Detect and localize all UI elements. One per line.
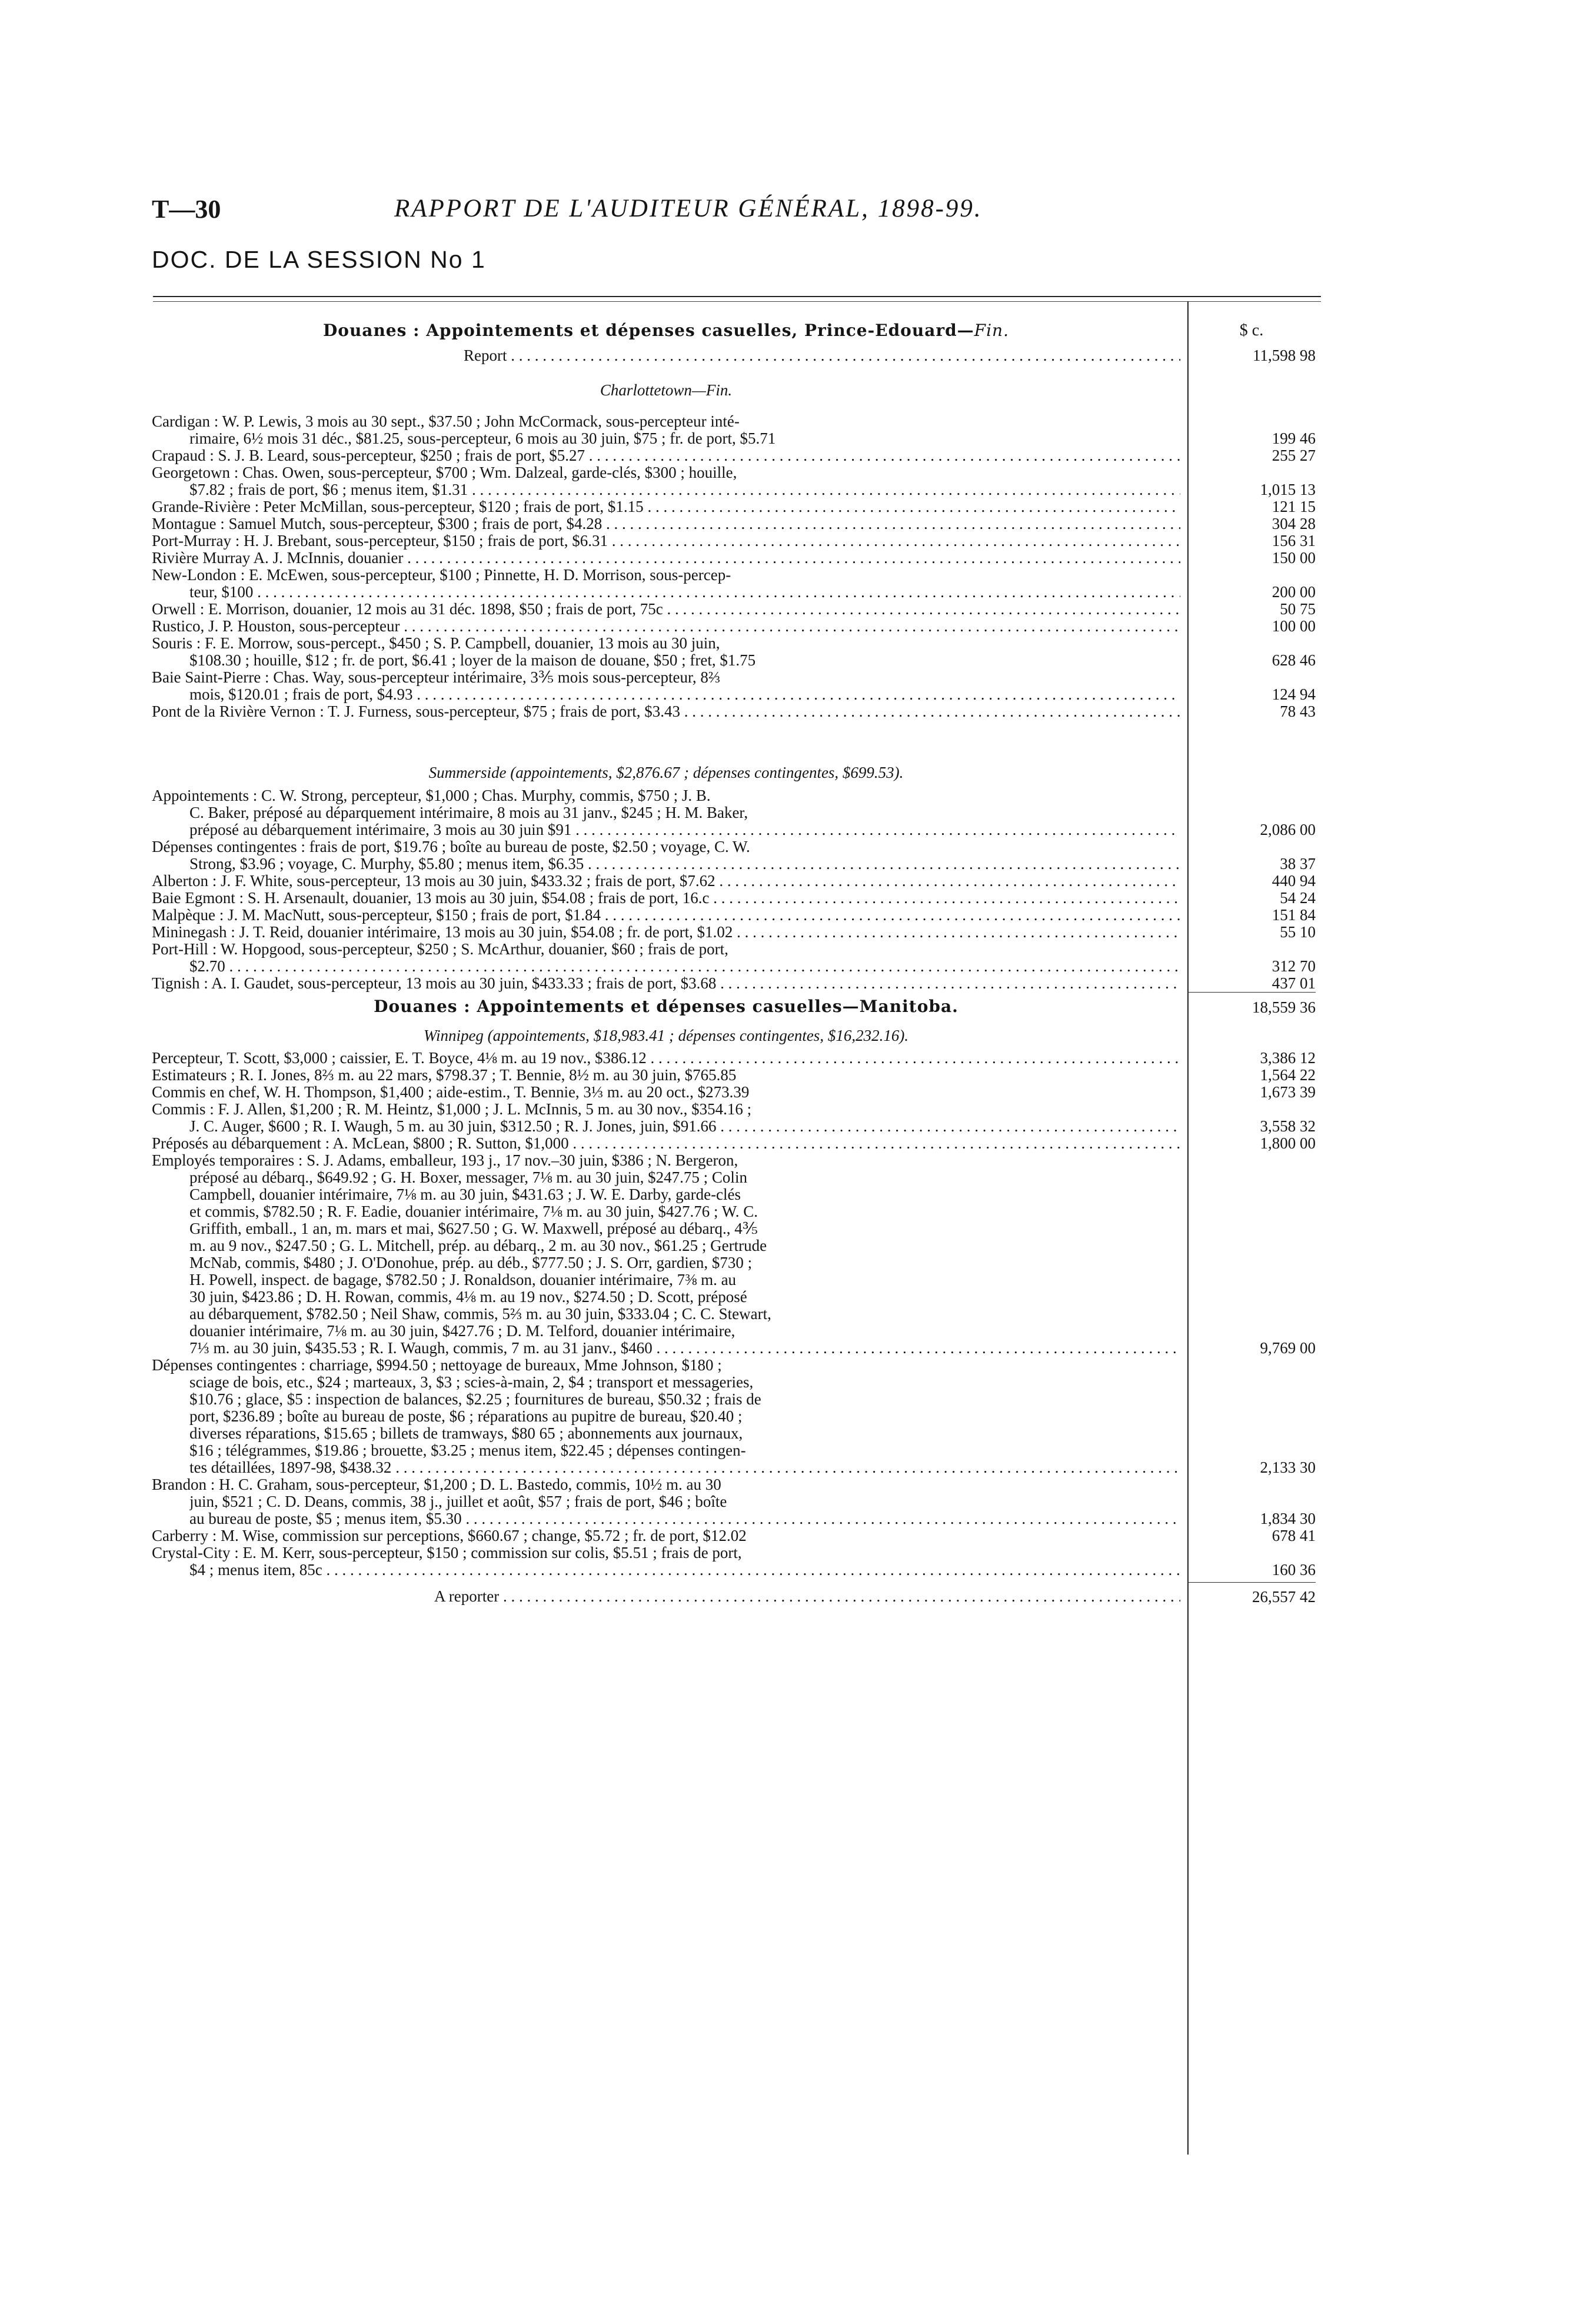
ledger-line-amount: 1,834 30 (1260, 1510, 1316, 1527)
ledger-line-text: $2.70 . . . (189, 958, 1180, 975)
ledger-line-amount: 437 01 (1272, 974, 1316, 992)
ledger-line (152, 1561, 1323, 1579)
ledger-line-text: J. C. Auger, $600 ; R. I. Waugh, 5 m. au 30 juin, $312.50 ; R. J. Jones, juin, $91.66 . . . (189, 1118, 1180, 1135)
ledger-line (152, 1323, 1323, 1340)
ledger-line (152, 821, 1323, 838)
ledger-line (152, 1203, 1323, 1220)
pei-entries (152, 413, 1323, 720)
ledger-line (152, 1084, 1323, 1101)
ledger-line-text: Cardigan : W. P. Lewis, 3 mois au 30 sept., $37.50 ; John McCormack, sous-percepteur inté- (152, 413, 740, 430)
section-heading-fin: Fin. (974, 321, 1009, 340)
ledger-line-text: Brandon : H. C. Graham, sous-percepteur, $1,200 ; D. L. Bastedo, commis, 10½ m. au 30 (152, 1476, 721, 1493)
ledger-line (152, 703, 1323, 720)
ledger-line-text: $7.82 ; frais de port, $6 ; menus item, $1.31 . . . (189, 481, 1180, 498)
ledger-line (152, 1459, 1323, 1476)
ledger-line (152, 1271, 1323, 1288)
section-heading-text: Douanes : Appointements et dépenses casuelles, Prince-Edouard— (322, 321, 974, 340)
ledger-line-text: mois, $120.01 ; frais de port, $4.93 . . . (189, 686, 1180, 703)
areporter-row (152, 1582, 1323, 1610)
ledger-line-text: Rivière Murray A. J. McInnis, douanier . . . (152, 550, 1180, 567)
ledger-line (152, 601, 1323, 618)
ledger-line (152, 1306, 1323, 1323)
ledger-line-text: Préposés au débarquement : A. McLean, $800 ; R. Sutton, $1,000 . . . (152, 1135, 1180, 1152)
ledger-line (152, 413, 1323, 430)
ledger-line (152, 1101, 1323, 1118)
ledger-line-text: diverses réparations, $15.65 ; billets de tramways, $80 65 ; abonnements aux journaux, (189, 1425, 743, 1442)
ledger-line-text: Rustico, J. P. Houston, sous-percepteur . . . (152, 618, 1180, 635)
ledger-line-amount: 156 31 (1272, 532, 1316, 550)
ledger-line-amount: 200 00 (1272, 583, 1316, 601)
section-heading-row (152, 318, 1323, 344)
ledger-line-amount: 1,800 00 (1260, 1134, 1316, 1152)
ledger-line-text: Baie Egmont : S. H. Arsenault, douanier, 13 mois au 30 juin, $54.08 ; frais de port, 16.c . . . (152, 890, 1180, 907)
ledger-line-amount: 2,133 30 (1260, 1459, 1316, 1476)
manitoba-subtotal: 18,559 36 (1187, 992, 1316, 1022)
ledger-line (152, 464, 1323, 481)
ledger-line (152, 584, 1323, 601)
ledger-line (152, 1288, 1323, 1306)
column-header-dollars-cents: $ c. (1239, 321, 1264, 339)
ledger-line-text: $108.30 ; houille, $12 ; fr. de port, $6.41 ; loyer de la maison de douane, $50 ; fret, $1.75 (189, 652, 756, 669)
ledger-line (152, 1527, 1323, 1544)
section-heading-manitoba: Douanes : Appointements et dépenses casuelles—Manitoba. (374, 997, 958, 1016)
report-row (152, 344, 1323, 367)
ledger-line-text: Pont de la Rivière Vernon : T. J. Furness, sous-percepteur, $75 ; frais de port, $3.43 . . . (152, 703, 1180, 720)
ledger-line-amount: 628 46 (1272, 651, 1316, 669)
ledger-line-text: Commis : F. J. Allen, $1,200 ; R. M. Heintz, $1,000 ; J. L. McInnis, 5 m. au 30 nov., $354.16 ; (152, 1101, 752, 1118)
subheading-row (152, 1021, 1323, 1050)
ledger-line-text: Orwell : E. Morrison, douanier, 12 mois au 31 déc. 1898, $50 ; frais de port, 75c . . . (152, 601, 1180, 618)
ledger-line-text: $10.76 ; glace, $5 : inspection de balances, $2.25 ; fournitures de bureau, $50.32 ; frais de (189, 1391, 761, 1408)
page-header (152, 194, 1329, 235)
summerside-subheading: Summerside (appointements, $2,876.67 ; dépenses contingentes, $699.53). (428, 764, 904, 781)
ledger-line-text: Appointements : C. W. Strong, percepteur, $1,000 ; Chas. Murphy, commis, $750 ; J. B. (152, 787, 711, 804)
ledger-line-text: Crapaud : S. J. B. Leard, sous-percepteur, $250 ; frais de port, $5.27 . . . (152, 447, 1180, 464)
ledger-line-text: rimaire, 6½ mois 31 déc., $81.25, sous-percepteur, 6 mois au 30 juin, $75 ; fr. de port, $5.71 (189, 430, 776, 447)
ledger-line-amount: 304 28 (1272, 515, 1316, 532)
ledger-line (152, 838, 1323, 855)
ledger-line-text: Alberton : J. F. White, sous-percepteur, 13 mois au 30 juin, $433.32 ; frais de port, $7.62 . . . (152, 873, 1180, 890)
ledger-line-text: Montague : Samuel Mutch, sous-percepteur, $300 ; frais de port, $4.28 . . . (152, 515, 1180, 532)
areporter-amount: 26,557 42 (1187, 1582, 1316, 1611)
ledger-line (152, 1442, 1323, 1459)
ledger-line-text: Employés temporaires : S. J. Adams, emballeur, 193 j., 17 nov.–30 juin, $386 ; N. Bergeron, (152, 1152, 738, 1169)
report-label: Report . . . (464, 344, 1180, 367)
section-heading-row (152, 992, 1323, 1021)
ledger-line (152, 515, 1323, 532)
ledger-line (152, 1544, 1323, 1561)
ledger-line-text: 7⅓ m. au 30 juin, $435.53 ; R. I. Waugh, commis, 7 m. au 31 janv., $460 . . . (189, 1340, 1180, 1357)
ledger-line (152, 652, 1323, 669)
top-rule (153, 296, 1321, 297)
ledger-line-text: New-London : E. McEwen, sous-percepteur, $100 ; Pinnette, H. D. Morrison, sous-percep- (152, 567, 731, 584)
ledger-line-text: Campbell, douanier intérimaire, 7⅛ m. au 30 juin, $431.63 ; J. W. E. Darby, garde-clés (189, 1186, 741, 1203)
ledger-line (152, 804, 1323, 821)
ledger-line-text: douanier intérimaire, 7⅛ m. au 30 juin, $427.76 ; D. M. Telford, douanier intérimaire, (189, 1323, 735, 1340)
ledger-line-amount: 50 75 (1280, 600, 1316, 618)
ledger-line-amount: 121 15 (1272, 498, 1316, 515)
ledger-line-text: Grande-Rivière : Peter McMillan, sous-percepteur, $120 ; frais de port, $1.15 . . . (152, 498, 1180, 515)
ledger-line (152, 498, 1323, 515)
ledger-line (152, 447, 1323, 464)
charlottetown-subheading: Charlottetown—Fin. (600, 381, 733, 399)
ledger-line-text: et commis, $782.50 ; R. F. Eadie, douanier intérimaire, 7⅛ m. au 30 juin, $427.76 ; W. C. (189, 1203, 758, 1220)
ledger-line-amount: 3,558 32 (1260, 1117, 1316, 1135)
ledger-line (152, 567, 1323, 584)
ledger-line (152, 618, 1323, 635)
ledger-line-text: au débarquement, $782.50 ; Neil Shaw, commis, 5⅔ m. au 30 juin, $333.04 ; C. C. Stewart, (189, 1306, 771, 1323)
ledger-line-text: Commis en chef, W. H. Thompson, $1,400 ; aide-estim., T. Bennie, 3⅓ m. au 20 oct., $273.39 (152, 1084, 750, 1101)
ledger-line-text: Dépenses contingentes : frais de port, $19.76 ; boîte au bureau de poste, $2.50 ; voyage, C. W. (152, 838, 750, 855)
ledger-line (152, 686, 1323, 703)
ledger-line (152, 1186, 1323, 1203)
ledger-line-text: Griffith, emball., 1 an, m. mars et mai, $627.50 ; G. W. Maxwell, préposé au débarq., 4⅗ (189, 1220, 758, 1237)
section-heading-pei (152, 318, 1180, 344)
ledger-line-text: tes détaillées, 1897-98, $438.32 . . . (189, 1459, 1180, 1476)
ledger-line (152, 890, 1323, 907)
ledger-line (152, 975, 1323, 992)
spacer (152, 720, 1323, 758)
ledger-line-amount: 55 10 (1280, 923, 1316, 941)
ledger-line-amount: 124 94 (1272, 685, 1316, 703)
ledger-line-text: Malpèque : J. M. MacNutt, sous-percepteur, $150 ; frais de port, $1.84 . . . (152, 907, 1180, 924)
ledger-line (152, 1135, 1323, 1152)
ledger-line-text: Dépenses contingentes : charriage, $994.50 ; nettoyage de bureaux, Mme Johnson, $180 ; (152, 1357, 722, 1374)
ledger-line-text: teur, $100 . . . (189, 584, 1180, 601)
ledger-line (152, 1067, 1323, 1084)
ledger-line (152, 635, 1323, 652)
ledger-line-text: Baie Saint-Pierre : Chas. Way, sous-percepteur intérimaire, 3⅗ mois sous-percepteur, 8⅔ (152, 669, 721, 686)
ledger-line (152, 907, 1323, 924)
ledger-line-amount: 255 27 (1272, 447, 1316, 464)
report-amount: 11,598 98 (1253, 347, 1316, 364)
ledger-line (152, 1476, 1323, 1493)
ledger-line-text: Carberry : M. Wise, commission sur perceptions, $660.67 ; change, $5.72 ; fr. de port, $12.02 (152, 1527, 747, 1544)
ledger-line-amount: 9,769 00 (1260, 1339, 1316, 1357)
ledger-line (152, 1169, 1323, 1186)
ledger-line-text: Port-Murray : H. J. Brebant, sous-percepteur, $150 ; frais de port, $6.31 . . . (152, 532, 1180, 550)
ledger-line (152, 873, 1323, 890)
ledger-line-text: 30 juin, $423.86 ; D. H. Rowan, commis, 4⅛ m. au 19 nov., $274.50 ; D. Scott, préposé (189, 1288, 747, 1306)
ledger-line-amount: 150 00 (1272, 549, 1316, 567)
ledger-line (152, 1391, 1323, 1408)
ledger-line (152, 430, 1323, 447)
ledger-line-text: H. Powell, inspect. de bagage, $782.50 ; J. Ronaldson, douanier intérimaire, 7⅜ m. au (189, 1271, 737, 1288)
ledger-line-amount: 1,673 39 (1260, 1083, 1316, 1101)
ledger-line (152, 1408, 1323, 1425)
ledger-line (152, 1118, 1323, 1135)
ledger-line-amount: 54 24 (1280, 889, 1316, 907)
ledger-line (152, 669, 1323, 686)
areporter-label: A reporter . . . (434, 1582, 1180, 1610)
session-label: DOC. DE LA SESSION No 1 (152, 246, 486, 273)
page-title: RAPPORT DE L'AUDITEUR GÉNÉRAL, 1898-99. (394, 195, 983, 222)
summerside-entries (152, 787, 1323, 992)
ledger-line-text: Georgetown : Chas. Owen, sous-percepteur, $700 ; Wm. Dalzeal, garde-clés, $300 ; houille, (152, 464, 737, 481)
ledger-body (152, 318, 1323, 1610)
ledger-line-text: McNab, commis, $480 ; J. O'Donohue, prép. au déb., $777.50 ; J. S. Orr, gardien, $730 ; (189, 1254, 753, 1271)
ledger-line-text: Port-Hill : W. Hopgood, sous-percepteur, $250 ; S. McArthur, douanier, $60 ; frais de port, (152, 941, 728, 958)
ledger-line-amount: 312 70 (1272, 957, 1316, 975)
ledger-line-text: préposé au débarquement intérimaire, 3 mois au 30 juin $91 . . . (189, 821, 1180, 838)
ledger-line (152, 1220, 1323, 1237)
top-rule-thin (153, 301, 1321, 302)
ledger-line-text: Estimateurs ; R. I. Jones, 8⅔ m. au 22 mars, $798.37 ; T. Bennie, 8½ m. au 30 juin, $765.85 (152, 1067, 737, 1084)
ledger-line-amount: 1,564 22 (1260, 1066, 1316, 1084)
ledger-line (152, 1510, 1323, 1527)
ledger-line-amount: 440 94 (1272, 872, 1316, 890)
ledger-line (152, 958, 1323, 975)
ledger-line-amount: 199 46 (1272, 429, 1316, 447)
ledger-line (152, 1050, 1323, 1067)
ledger-line (152, 1425, 1323, 1442)
subheading-row (152, 758, 1323, 787)
ledger-line-text: au bureau de poste, $5 ; menus item, $5.30 . . . (189, 1510, 1180, 1527)
ledger-line-text: m. au 9 nov., $247.50 ; G. L. Mitchell, prép. au débarq., 2 m. au 30 nov., $61.25 ; Gertrude (189, 1237, 767, 1254)
ledger-line-text: Crystal-City : E. M. Kerr, sous-percepteur, $150 ; commission sur colis, $5.51 ; frais de port, (152, 1544, 742, 1561)
ledger-line-text: $4 ; menus item, 85c . . . (189, 1561, 1180, 1579)
ledger-line (152, 1493, 1323, 1510)
ledger-line (152, 550, 1323, 567)
ledger-line-amount: 678 41 (1272, 1527, 1316, 1544)
ledger-line (152, 1237, 1323, 1254)
ledger-line (152, 532, 1323, 550)
ledger-line-amount: 38 37 (1280, 855, 1316, 873)
ledger-line-text: juin, $521 ; C. D. Deans, commis, 38 j., juillet et août, $57 ; frais de port, $46 ; boîte (189, 1493, 727, 1510)
ledger-line-amount: 2,086 00 (1260, 821, 1316, 838)
winnipeg-subheading: Winnipeg (appointements, $18,983.41 ; dépenses contingentes, $16,232.16). (423, 1027, 909, 1044)
ledger-line-text: sciage de bois, etc., $24 ; marteaux, 3, $3 ; scies-à-main, 2, $4 ; transport et messageries, (189, 1374, 754, 1391)
ledger-line (152, 941, 1323, 958)
ledger-line-amount: 160 36 (1272, 1561, 1316, 1579)
ledger-line (152, 855, 1323, 873)
ledger-line-amount: 100 00 (1272, 617, 1316, 635)
manitoba-entries (152, 1050, 1323, 1579)
ledger-line-text: Souris : F. E. Morrow, sous-percept., $450 ; S. P. Campbell, douanier, 13 mois au 30 juin, (152, 635, 720, 652)
ledger-line (152, 924, 1323, 941)
ledger-line-text: C. Baker, préposé au déparquement intérimaire, 8 mois au 31 janv., $245 ; H. M. Baker, (189, 804, 748, 821)
subheading-row (152, 367, 1323, 413)
ledger-line-text: port, $236.89 ; boîte au bureau de poste, $6 ; réparations au pupitre de bureau, $20.40 ; (189, 1408, 743, 1425)
ledger-line (152, 1340, 1323, 1357)
ledger-line-text: Percepteur, T. Scott, $3,000 ; caissier, E. T. Boyce, 4⅛ m. au 19 nov., $386.12 . . . (152, 1050, 1180, 1067)
ledger-line-amount: 78 43 (1280, 702, 1316, 720)
ledger-line (152, 1152, 1323, 1169)
ledger-line (152, 787, 1323, 804)
ledger-line (152, 481, 1323, 498)
ledger-line-text: Strong, $3.96 ; voyage, C. Murphy, $5.80 ; menus item, $6.35 . . . (189, 855, 1180, 873)
ledger-line-text: préposé au débarq., $649.92 ; G. H. Boxer, messager, 7⅛ m. au 30 juin, $247.75 ; Colin (189, 1169, 747, 1186)
ledger-line-text: $16 ; télégrammes, $19.86 ; brouette, $3.25 ; menus item, $22.45 ; dépenses contingen- (189, 1442, 746, 1459)
ledger-line-amount: 1,015 13 (1260, 481, 1316, 498)
ledger-line-amount: 3,386 12 (1260, 1049, 1316, 1067)
ledger-line (152, 1254, 1323, 1271)
ledger-line (152, 1357, 1323, 1374)
ledger-line-amount: 151 84 (1272, 906, 1316, 924)
ledger-line (152, 1374, 1323, 1391)
ledger-line-text: Mininegash : J. T. Reid, douanier intérimaire, 13 mois au 30 juin, $54.08 ; fr. de port, $1.02 . . . (152, 924, 1180, 941)
page-number: T—30 (152, 195, 221, 224)
ledger-line-text: Tignish : A. I. Gaudet, sous-percepteur, 13 mois au 30 juin, $433.33 ; frais de port, $3.68 . . . (152, 975, 1180, 992)
